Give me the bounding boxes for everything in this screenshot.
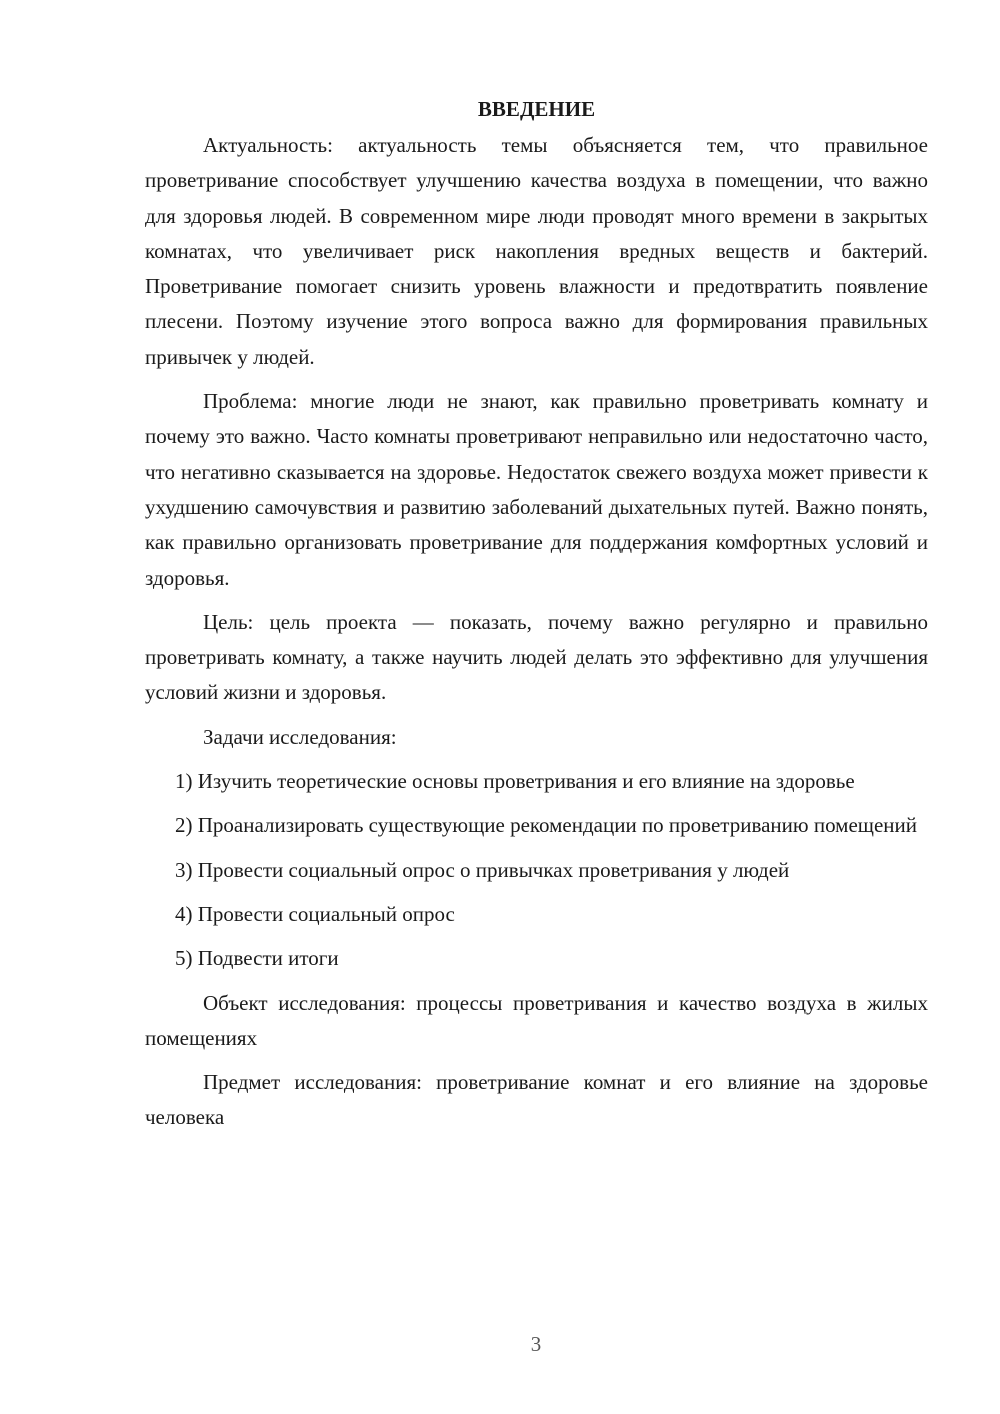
- task-item-1: 1) Изучить теоретические основы проветривания и его влияние на здоровье: [175, 769, 855, 794]
- task-item-4: 4) Провести социальный опрос: [175, 901, 455, 926]
- page-number: 3: [530, 1332, 542, 1356]
- page-content: [145, 92, 928, 1136]
- task-item-5: 5) Подвести итоги: [175, 946, 339, 971]
- paragraph-problem: Проблема: многие люди не знают, как правильно проветривать комнату и почему это важно. Часто комнаты проветривают неправильно или недостаточно часто, что негативно сказывается на здоровье. Недостаток свежего воздуха может привести к ухудшению самочувствия и развитию заболеваний дыхательных путей. Важно понять, как правильно организовать проветривание для поддержания комфортных условий и здоровья.: [145, 389, 928, 590]
- page-title: ВВЕДЕНИЕ: [477, 97, 596, 121]
- task-item-2: 2) Проанализировать существующие рекомендации по проветриванию помещений: [175, 813, 917, 838]
- paragraph-goal: Цель: цель проекта — показать, почему важно регулярно и правильно проветривать комнату, а также научить людей делать это эффективно для улучшения условий жизни и здоровья.: [145, 609, 928, 705]
- paragraph-object: Объект исследования: процессы проветривания и качество воздуха в жилых помещениях: [145, 990, 928, 1050]
- paragraph-relevance: Актуальность: актуальность темы объясняется тем, что правильное проветривание способствует улучшению качества воздуха в помещении, что важно для здоровья людей. В современном мире люди проводят много времени в закрытых комнатах, что увеличивает риск накопления вредных веществ и бактерий. Проветривание помогает снизить уровень влажности и предотвратить появление плесени. Поэтому изучение этого вопроса важно для формирования правильных привычек у людей.: [145, 133, 928, 369]
- paragraph-subject: Предмет исследования: проветривание комнат и его влияние на здоровье человека: [145, 1070, 928, 1130]
- tasks-heading: Задачи исследования:: [203, 724, 397, 749]
- task-item-3: 3) Провести социальный опрос о привычках проветривания у людей: [175, 857, 790, 882]
